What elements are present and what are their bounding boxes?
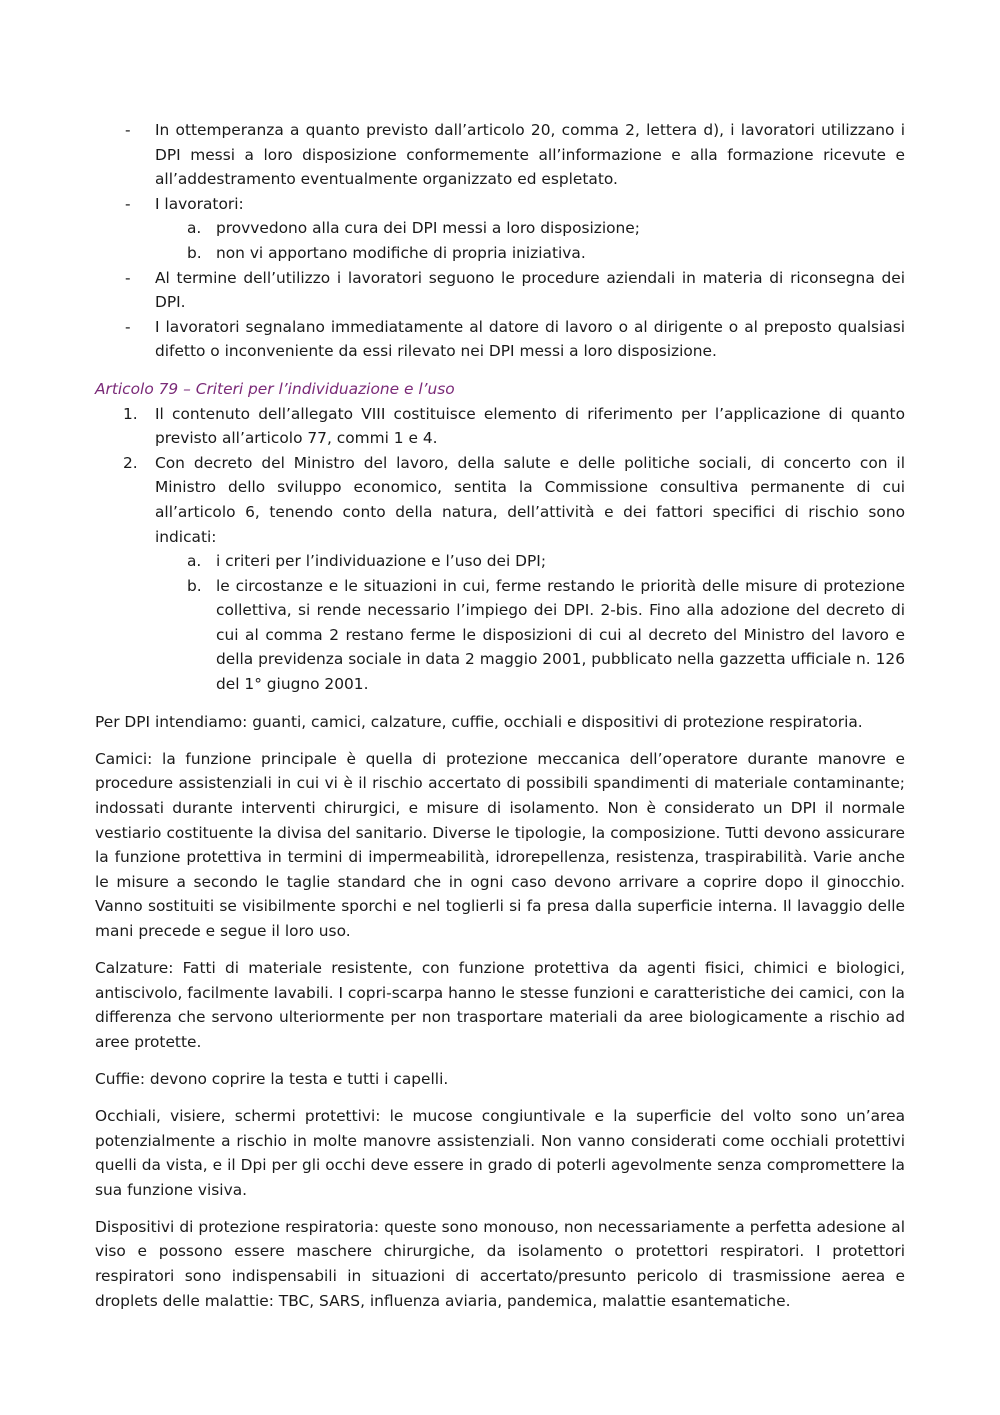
sub-list-item-text: i criteri per l’individuazione e l’uso dei DPI; [216, 552, 547, 571]
sub-list-item [95, 241, 905, 266]
numbered-item [95, 402, 905, 451]
article-79-sublist [155, 549, 905, 697]
number-marker: 2. [123, 453, 138, 472]
numbered-item-text: Il contenuto dell’allegato VIII costituisce elemento di riferimento per l’applicazione di quanto previsto all’articolo 77, commi 1 e 4. [155, 404, 905, 448]
dash-bullet: - [125, 194, 131, 213]
list-item [95, 266, 905, 315]
calzature-paragraph: Calzature: Fatti di materiale resistente, con funzione protettiva da agenti fisici, chimici e biologici, antiscivolo, facilmente lavabili. I copri-scarpa hanno le stesse funzioni e caratteristiche dei camici, con la differenza che servono ulteriormente per non trasportare materiali da aree biologicamente a rischio ad aree protette. [95, 959, 905, 1051]
sub-list-item [155, 549, 905, 574]
list-item [95, 315, 905, 364]
article-79-list [95, 402, 905, 697]
numbered-item-text: Con decreto del Ministro del lavoro, della salute e delle politiche sociali, di concerto con il Ministro dello sviluppo economico, sentita la Commissione consultiva permanente di cui all’articolo 6, tenendo conto della natura, dell’attività e dei fattori specifici di rischio sono indicati: [155, 453, 905, 546]
camici-paragraph: Camici: la funzione principale è quella di protezione meccanica dell’operatore durante manovre e procedure assistenziali in cui vi è il rischio accertato di possibili spandimenti di materiale contaminante; indossati durante interventi chirurgici, e misure di isolamento. Non è considerato un DPI il normale vestiario costituente la divisa del sanitario. Diverse le tipologie, la composizione. Tutti devono assicurare la funzione protettiva in termini di impermeabilità, idrorepellenza, resistenza, traspirabilità. Varie anche le misure a secondo le taglie standard che in ogni caso devono arrivare a coprire dopo il ginocchio. Vanno sostituiti se visibilmente sporchi e nel toglierli si fa presa dalla superficie interna. Il lavaggio delle mani precede e segue il loro uso. [95, 749, 905, 940]
alpha-marker: b. [187, 576, 202, 595]
list-item-text: In ottemperanza a quanto previsto dall’articolo 20, comma 2, lettera d), i lavoratori utilizzano i DPI messi a loro disposizione conformemente all’informazione e alla formazione ricevute e all’addestramento eventualmente organizzato ed espletato. [155, 121, 905, 189]
alpha-marker: a. [187, 219, 202, 238]
list-item [95, 118, 905, 192]
sub-list-item [95, 216, 905, 241]
occhiali-paragraph: Occhiali, visiere, schermi protettivi: le mucose congiuntivale e la superficie del volto sono un’area potenzialmente a rischio in molte manovre assistenziali. Non vanno considerati come occhiali protettivi quelli da vista, e il Dpi per gli occhi deve essere in grado di poterli agevolmente senza compromettere la sua funzione visiva. [95, 1106, 905, 1199]
article-79-heading: Articolo 79 – Criteri per l’individuazione e l’uso [95, 379, 455, 398]
list-item-text: Al termine dell’utilizzo i lavoratori seguono le procedure aziendali in materia di riconsegna dei DPI. [155, 268, 905, 312]
alpha-marker: b. [187, 243, 202, 262]
dpi-intro-paragraph: Per DPI intendiamo: guanti, camici, calzature, cuffie, occhiali e dispositivi di protezione respiratoria. [95, 712, 863, 731]
list-item-text: I lavoratori segnalano immediatamente al datore di lavoro o al dirigente o al preposto qualsiasi difetto o inconveniente da essi rilevato nei DPI messi a loro disposizione. [155, 317, 905, 361]
sub-list-item-text: non vi apportano modifiche di propria iniziativa. [216, 243, 586, 262]
worker-sublist [95, 216, 905, 265]
list-item-text: I lavoratori: [155, 194, 244, 213]
sub-list-item-text: provvedono alla cura dei DPI messi a loro disposizione; [216, 219, 640, 238]
page-content [95, 118, 905, 1313]
cuffie-paragraph: Cuffie: devono coprire la testa e tutti i capelli. [95, 1069, 449, 1088]
list-item [95, 192, 905, 217]
respiratori-paragraph: Dispositivi di protezione respiratoria: queste sono monouso, non necessariamente a perfetta adesione al viso e possono essere maschere chirurgiche, da isolamento o protettori respiratori. I protettori respiratori sono indispensabili in situazioni di accertato/presunto pericolo di trasmissione aerea e droplets delle malattie: TBC, SARS, influenza aviaria, pandemica, malattie esantematiche. [95, 1217, 905, 1310]
alpha-marker: a. [187, 552, 202, 571]
worker-obligations-list-cont [95, 266, 905, 364]
dash-bullet: - [125, 268, 131, 287]
dash-bullet: - [125, 121, 131, 139]
number-marker: 1. [123, 404, 138, 423]
numbered-item [95, 451, 905, 697]
worker-obligations-list [95, 118, 905, 216]
sub-list-item-text: le circostanze e le situazioni in cui, ferme restando le priorità delle misure di protezione collettiva, si rende necessario l’impiego dei DPI. 2-bis. Fino alla adozione del decreto di cui al comma 2 restano ferme le disposizioni di cui al decreto del Ministro del lavoro e della previdenza sociale in data 2 maggio 2001, pubblicato nella gazzetta ufficiale n. 126 del 1° giugno 2001. [216, 576, 905, 694]
sub-list-item [155, 574, 905, 697]
dash-bullet: - [125, 317, 131, 336]
